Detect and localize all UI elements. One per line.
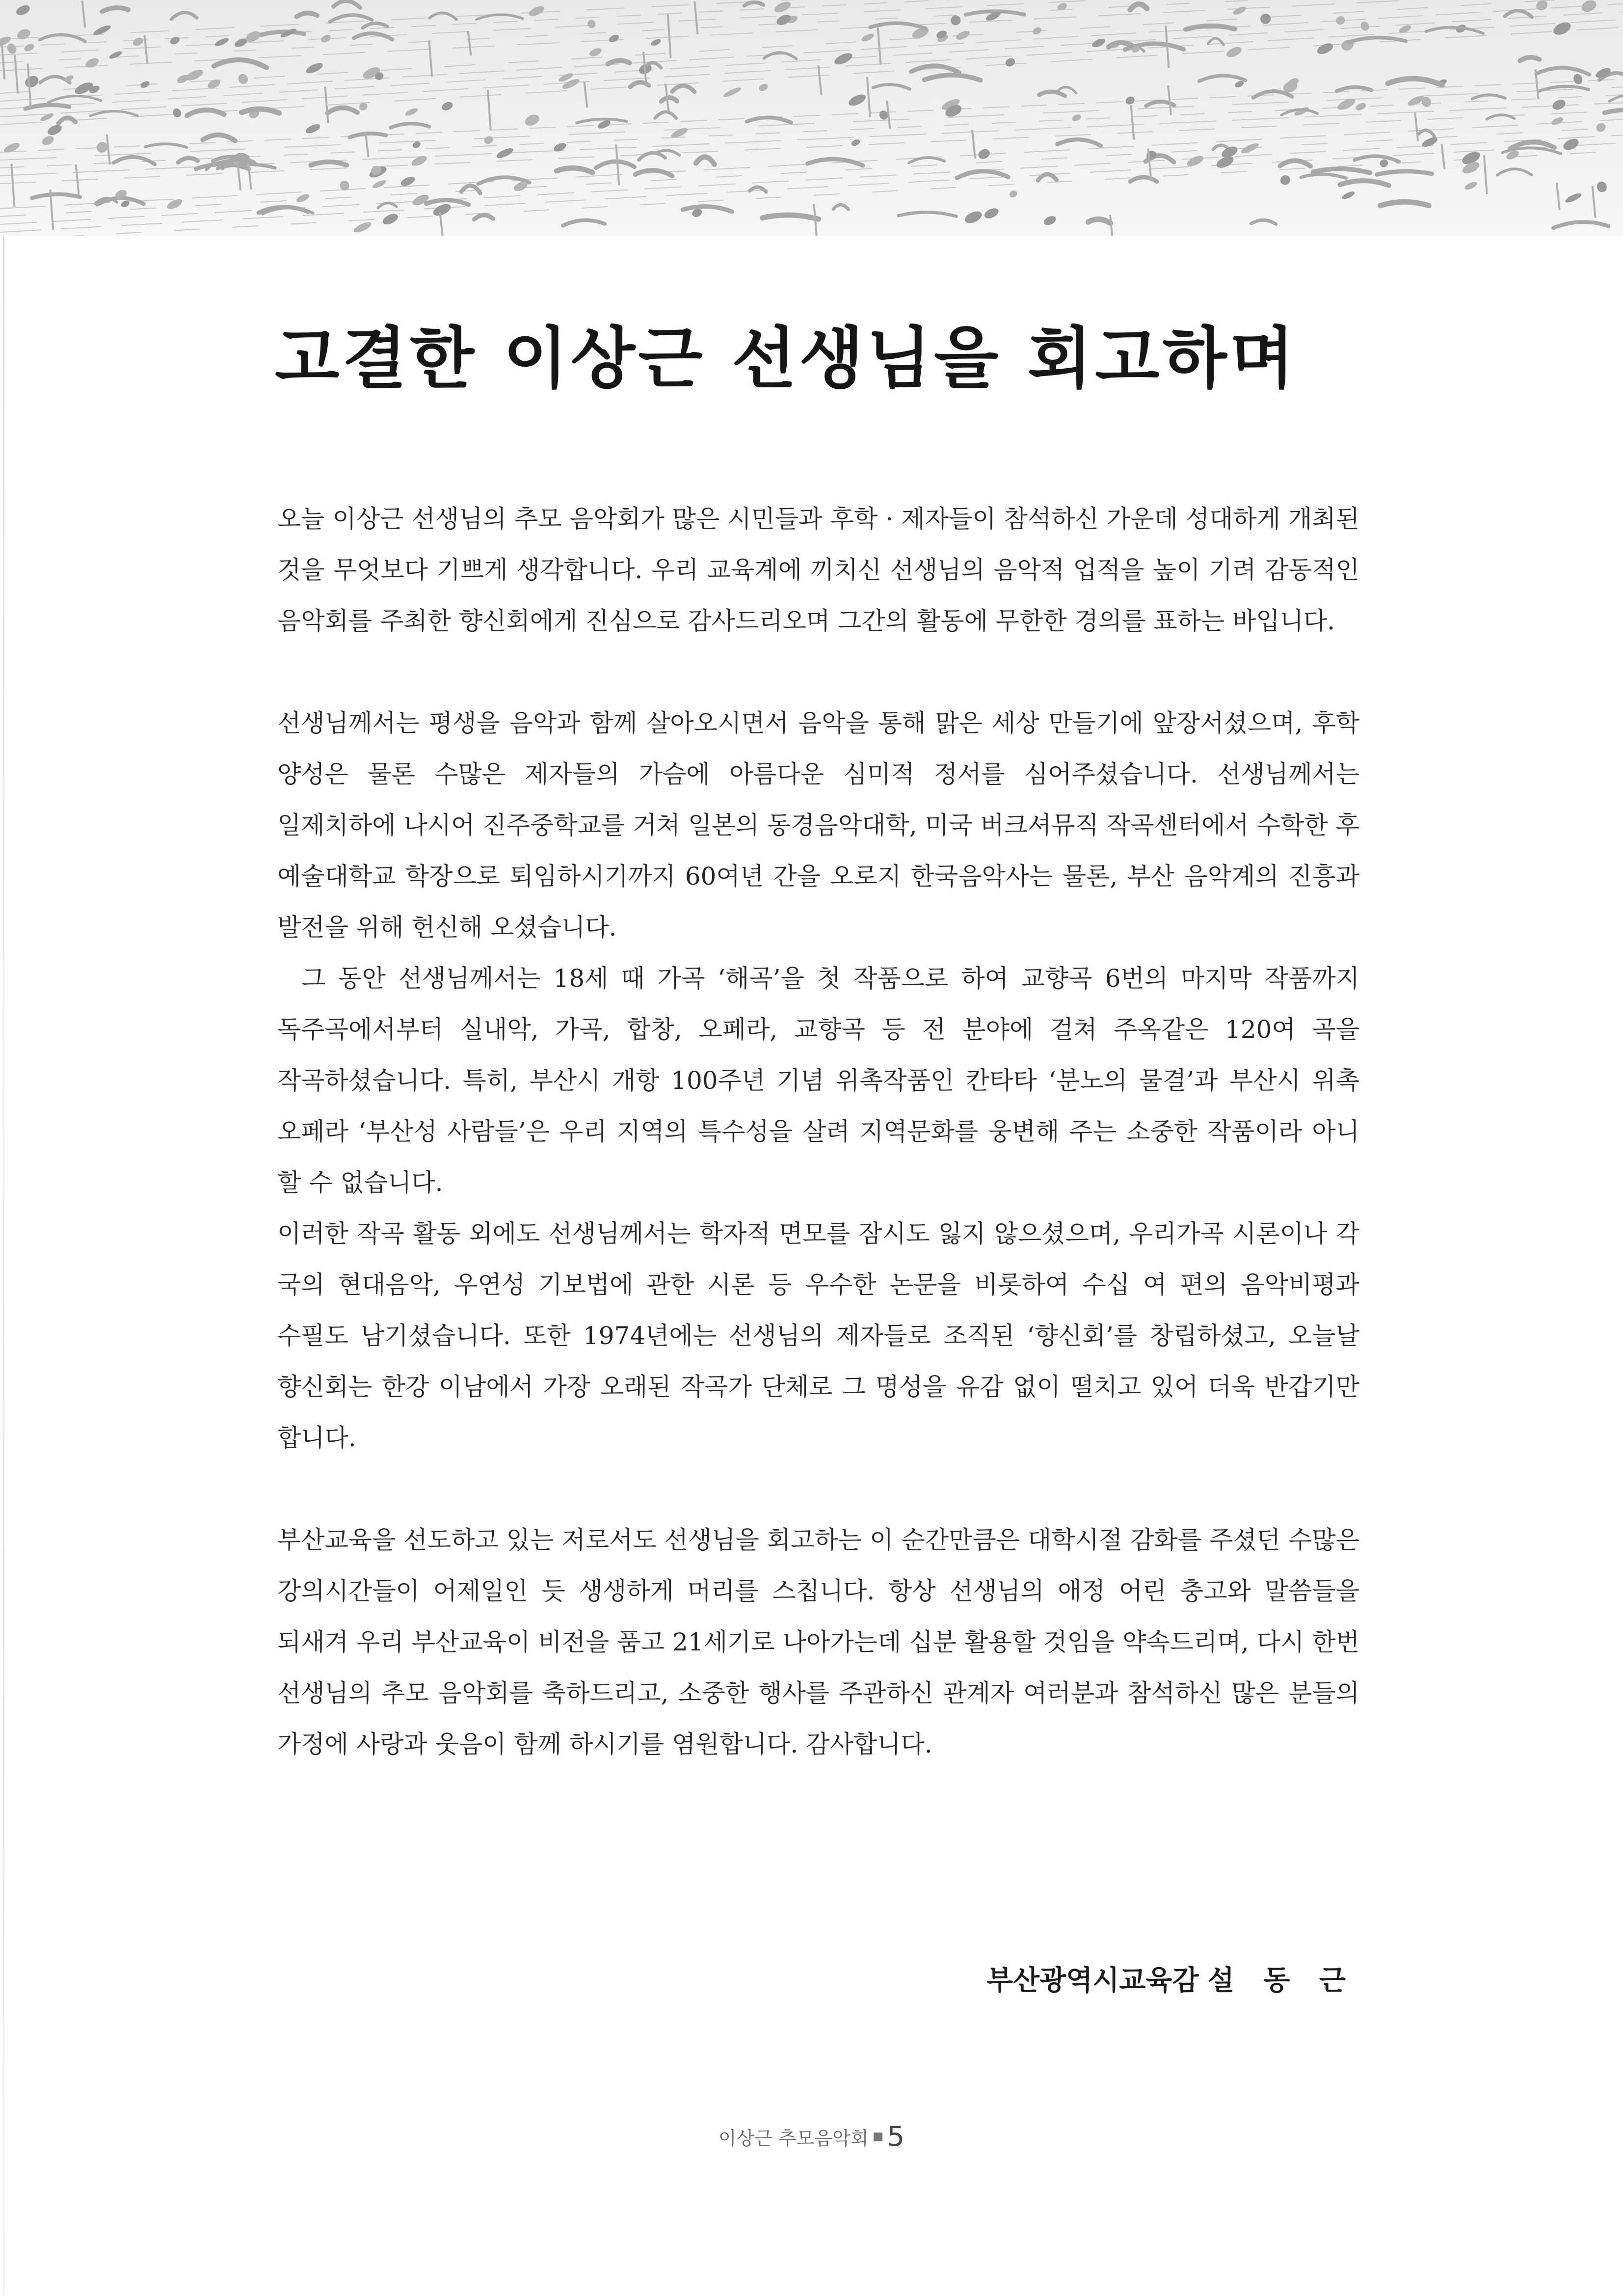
signature-position: 부산광역시교육감 [986,1964,1199,1997]
paragraph-1: 오늘 이상근 선생님의 추모 음악회가 많은 시민들과 후학 · 제자들이 참석하신 가운데 성대하게 개최된 것을 무엇보다 기쁘게 생각합니다. 우리 교육계에 끼치신 선생님의 음악적 업적을 높이 기려 감동적인 음악회를 주최한 향신회에게 진심으로 감사드리오며 그간의 활동에 무한한 경의를 표하는 바입니다. [277,505,1359,635]
paragraph-5: 부산교육을 선도하고 있는 저로서도 선생님을 회고하는 이 순간만큼은 대학시절 감화를 주셨던 수많은 강의시간들이 어제일인 듯 생생하게 머리를 스칩니다. 항상 선생님의 애정 어린 충고와 말씀들을 되새겨 우리 부산교육이 비전을 품고 21세기로 나아가는데 십분 활용할 것임을 약속드리며, 다시 한번 선생님의 추모 음악회를 축하드리고, 소중한 행사를 주관하신 관계자 여러분과 참석하신 많은 분들의 가정에 사랑과 웃음이 함께 하시기를 염원합니다. 감사합니다. [277,1526,1359,1758]
footer-label: 이상근 추모음악회 [718,2128,869,2149]
letter-body [277,493,1359,1770]
paragraph-3: 그 동안 선생님께서는 18세 때 가곡 ‘해곡’을 첫 작품으로 하여 교향곡 6번의 마지막 작품까지 독주곡에서부터 실내악, 가곡, 합창, 오페라, 교향곡 등 전 분야에 걸쳐 주옥같은 120여 곡을 작곡하셨습니다. 특히, 부산시 개항 100주년 기념 위촉작품인 칸타타 ‘분노의 물결’과 부산시 위촉 오페라 ‘부산성 사람들’은 우리 지역의 특수성을 살려 지역문화를 웅변해 주는 소중한 작품이라 아니 할 수 없습니다. [277,964,1359,1197]
music-score-decoration [0,0,1623,236]
footer-square-separator [874,2133,882,2141]
signature [986,1959,1356,1998]
header-music-score-band [0,0,1623,236]
page-number: 5 [887,2121,905,2153]
page-binding-edge [3,236,4,2296]
signature-name: 설 동 근 [1207,1964,1356,1997]
page-footer [0,2121,1623,2153]
paragraph-4: 이러한 작곡 활동 외에도 선생님께서는 학자적 면모를 잠시도 잃지 않으셨으며, 우리가곡 시론이나 각 국의 현대음악, 우연성 기보법에 관한 시론 등 우수한 논문을 비롯하여 수십 여 편의 음악비평과 수필도 남기셨습니다. 또한 1974년에는 선생님의 제자들로 조직된 ‘향신회’를 창립하셨고, 오늘날 향신회는 한강 이남에서 가장 오래된 작곡가 단체로 그 명성을 유감 없이 떨치고 있어 더욱 반갑기만 합니다. [277,1219,1359,1452]
paragraph-2: 선생님께서는 평생을 음악과 함께 살아오시면서 음악을 통해 맑은 세상 만들기에 앞장서셨으며, 후학 양성은 물론 수많은 제자들의 가슴에 아름다운 심미적 정서를 심어주셨습니다. 선생님께서는 일제치하에 나시어 진주중학교를 거쳐 일본의 동경음악대학, 미국 버크셔뮤직 작곡센터에서 수학한 후 예술대학교 학장으로 퇴임하시기까지 60여년 간을 오로지 한국음악사는 물론, 부산 음악계의 진흥과 발전을 위해 헌신해 오셨습니다. [277,709,1359,942]
page-title: 고결한 이상근 선생님을 회고하며 [275,319,1298,398]
